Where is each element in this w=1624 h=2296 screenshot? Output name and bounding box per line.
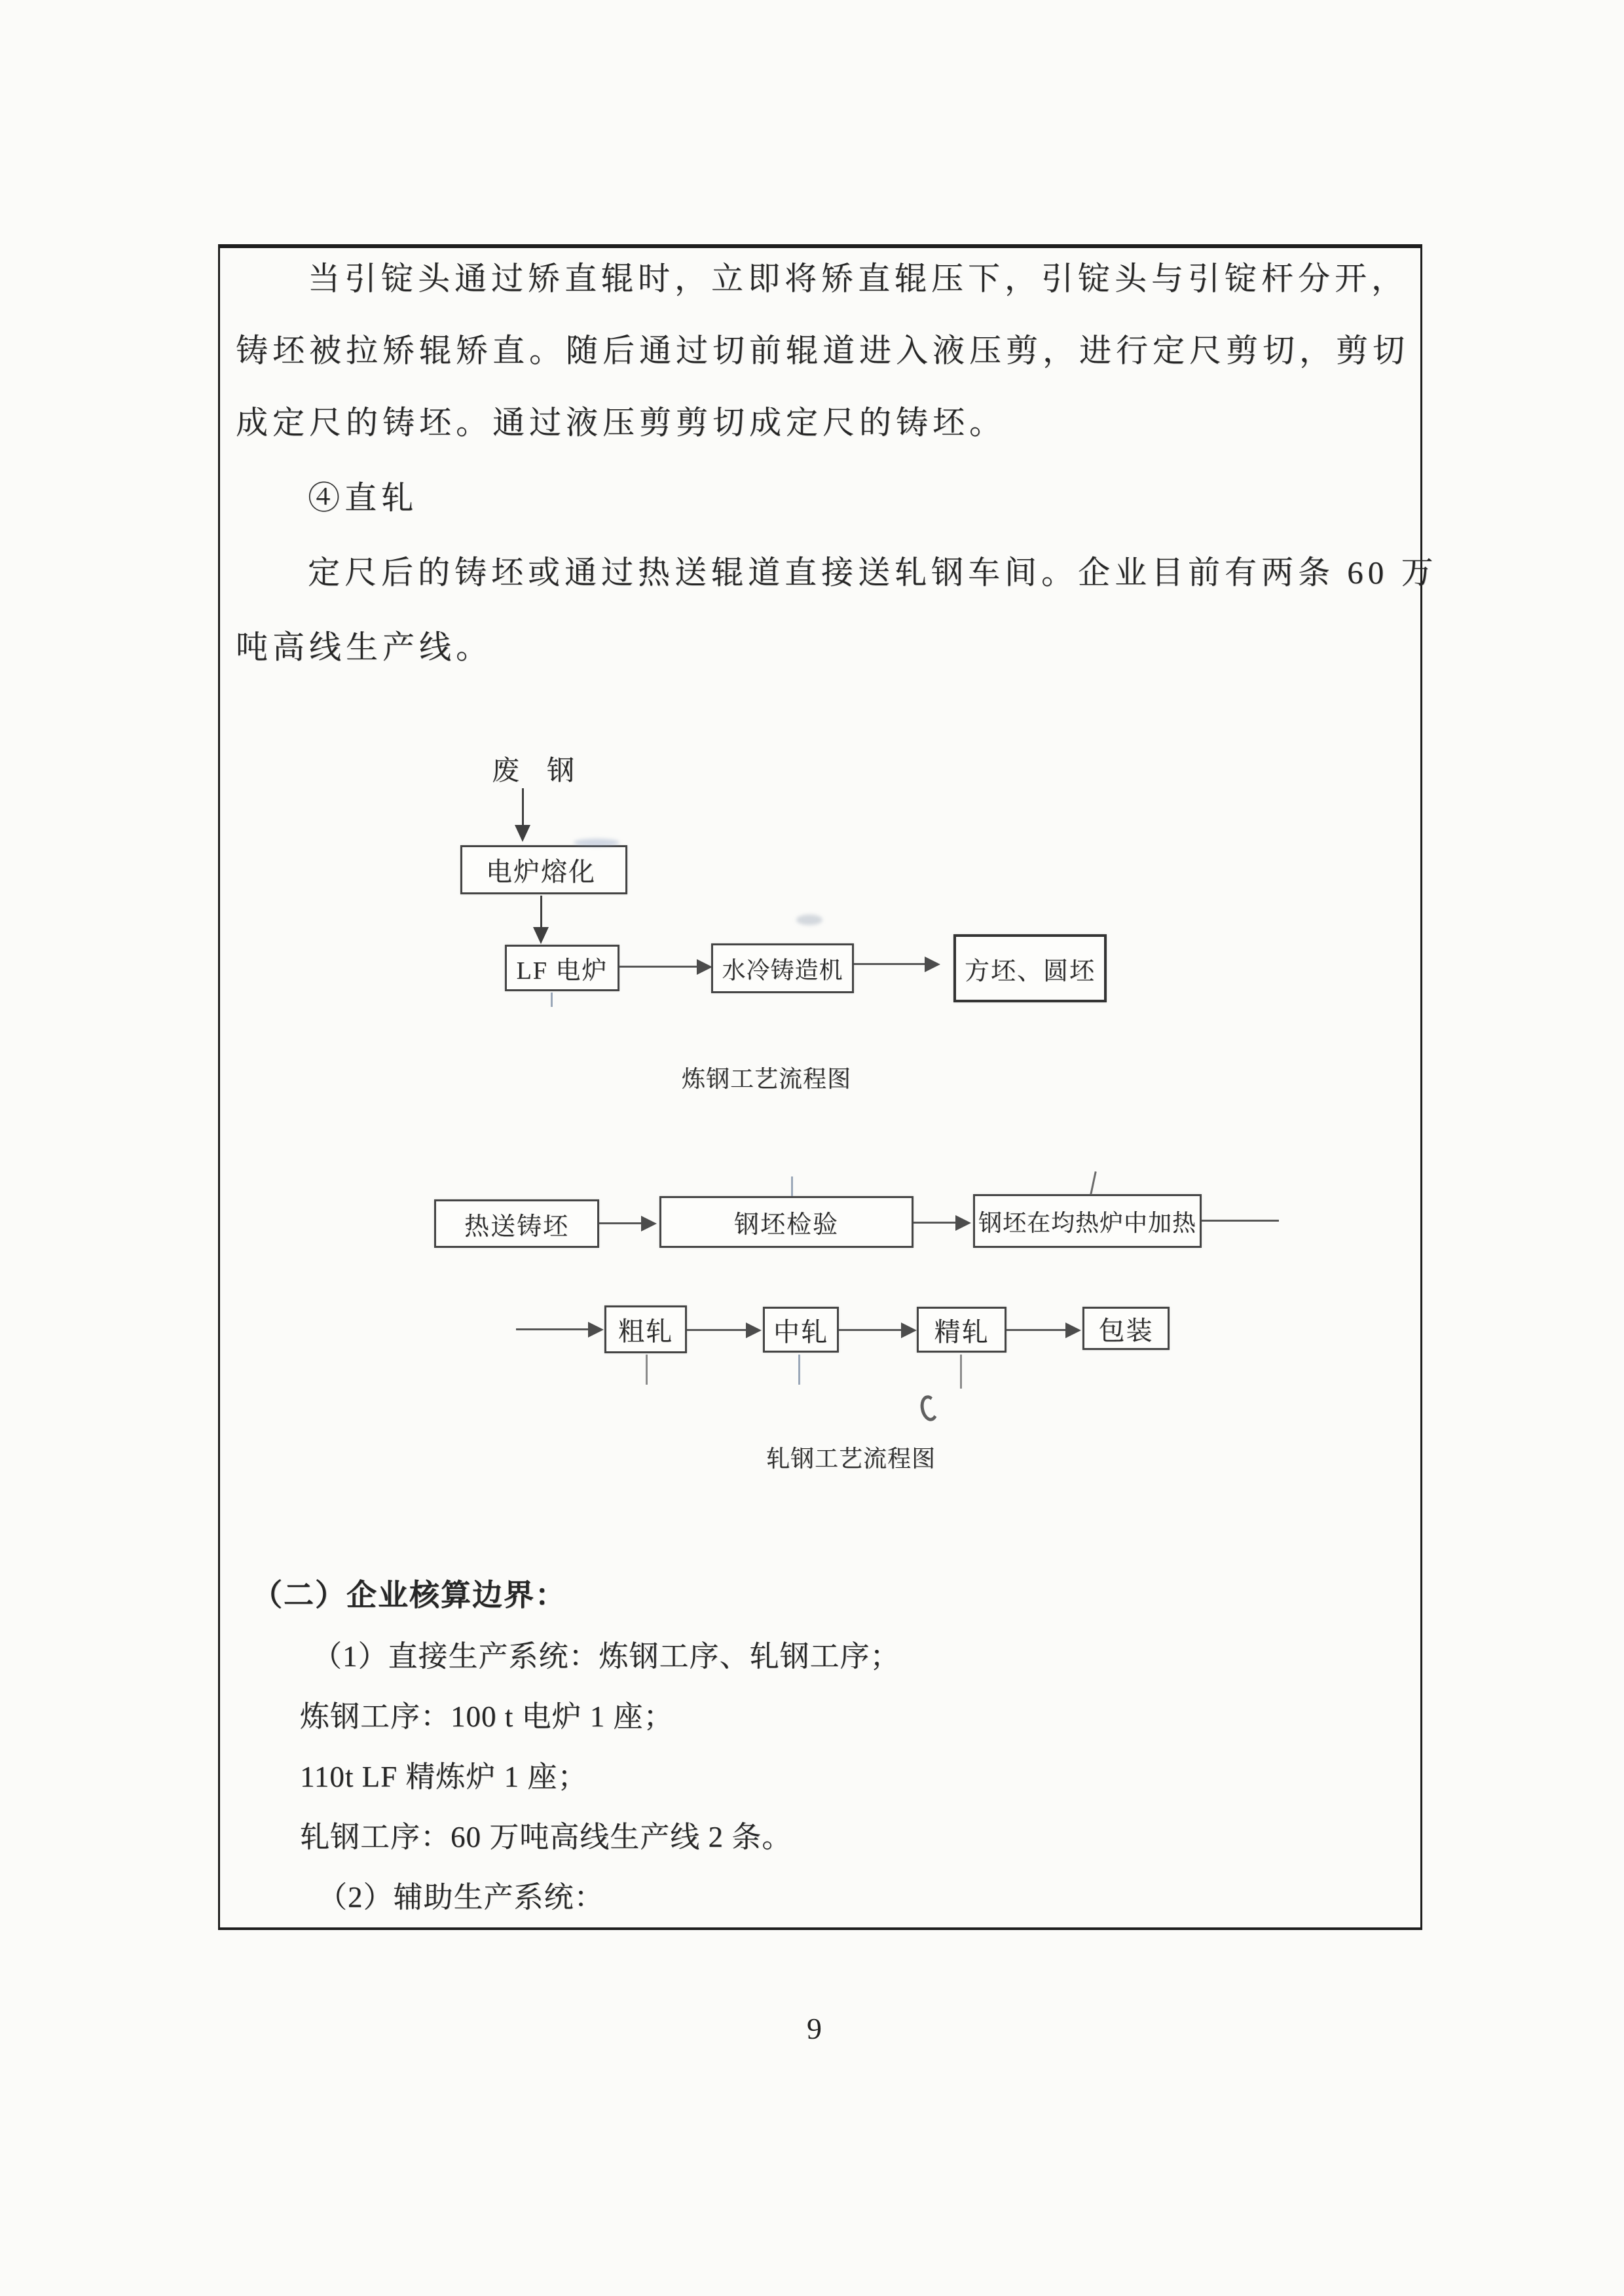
arrow-line-caster-to-billet (854, 963, 925, 965)
paragraph-line: 吨高线生产线。 (236, 629, 493, 665)
flow-exit-line (1202, 1220, 1279, 1222)
scan-tick-mark (791, 1176, 793, 1196)
accounting-boundary-heading: （二）企业核算边界： (252, 1578, 566, 1612)
arrow-head-right-icon (697, 959, 712, 975)
boundary-line-lf-furnace: 110t LF 精炼炉 1 座； (300, 1760, 588, 1793)
arrow-head-right-icon (1065, 1322, 1081, 1338)
arrow-line-middle-to-finish (839, 1329, 902, 1331)
paragraph-line-direct-rolling-heading: ④直轧 (308, 480, 418, 516)
pen-mark-artifact (918, 1394, 940, 1423)
arrow-head-down-icon (515, 825, 530, 842)
arrow-line-rough-to-middle (687, 1329, 747, 1331)
boundary-line-direct-system: （1）直接生产系统：炼钢工序、轧钢工序； (312, 1640, 900, 1673)
arrow-head-right-icon (901, 1322, 917, 1338)
arrow-head-right-icon (588, 1322, 604, 1338)
arrow-line-scrap-to-melting (522, 788, 524, 826)
arrow-head-down-icon (533, 927, 549, 944)
boundary-line-auxiliary-system: （2）辅助生产系统： (318, 1881, 604, 1914)
paragraph-line: 铸坯被拉矫辊矫直。随后通过切前辊道进入液压剪，进行定尺剪切，剪切 (236, 333, 1410, 369)
flow-box-electric-furnace-melting: 电炉熔化 (460, 845, 627, 894)
paragraph-line: 定尺后的铸坯或通过热送辊道直接送轧钢车间。企业目前有两条 60 万 (308, 555, 1438, 591)
table-cell-border (218, 244, 1438, 1930)
flow-box-water-cooled-caster: 水冷铸造机 (711, 943, 854, 993)
arrow-line-inspection-to-soaking (913, 1222, 955, 1224)
flow-box-packing: 包装 (1082, 1307, 1170, 1350)
arrow-head-right-icon (641, 1216, 657, 1231)
scrap-steel-label: 废 钢 (492, 756, 575, 786)
arrow-line-hotbillet-to-inspection (599, 1222, 641, 1224)
flow-box-intermediate-rolling: 中轧 (763, 1307, 839, 1353)
arrow-head-right-icon (925, 957, 940, 972)
paragraph-line: 成定尺的铸坯。通过液压剪剪切成定尺的铸坯。 (236, 405, 1006, 441)
rolling-flowchart-caption: 轧钢工艺流程图 (766, 1446, 936, 1472)
arrow-head-right-icon (955, 1215, 971, 1231)
scan-smudge (574, 839, 619, 847)
arrow-line-into-rough-rolling (516, 1328, 589, 1330)
scan-tick-mark (798, 1355, 800, 1385)
flow-box-finish-rolling: 精轧 (917, 1307, 1006, 1353)
arrow-head-right-icon (746, 1322, 762, 1338)
flow-box-lf-furnace: LF 电炉 (505, 945, 619, 991)
arrow-line-melting-to-lf (540, 896, 542, 927)
flow-box-soaking-furnace-heating: 钢坯在均热炉中加热 (973, 1194, 1202, 1248)
flow-box-hot-billet: 热送铸坯 (434, 1199, 599, 1248)
flow-box-square-round-billet: 方坯、圆坯 (953, 934, 1107, 1002)
scan-tick-mark (1090, 1171, 1096, 1195)
scan-tick-mark (646, 1355, 648, 1385)
paragraph-line: 当引锭头通过矫直辊时，立即将矫直辊压下，引锭头与引锭杆分开， (308, 261, 1409, 297)
scan-tick-mark (960, 1355, 962, 1389)
scan-tick-mark (551, 993, 553, 1007)
steelmaking-flowchart-caption: 炼钢工艺流程图 (682, 1066, 852, 1092)
arrow-line-finish-to-packing (1006, 1329, 1067, 1331)
scan-smudge (796, 915, 822, 925)
flow-box-billet-inspection: 钢坯检验 (659, 1196, 913, 1248)
boundary-line-steelmaking: 炼钢工序：100 t 电炉 1 座； (300, 1700, 674, 1733)
arrow-line-lf-to-caster (619, 966, 698, 968)
flow-box-rough-rolling: 粗轧 (604, 1305, 687, 1353)
boundary-line-rolling: 轧钢工序：60 万吨高线生产线 2 条。 (300, 1821, 792, 1853)
page-number: 9 (807, 2012, 822, 2045)
